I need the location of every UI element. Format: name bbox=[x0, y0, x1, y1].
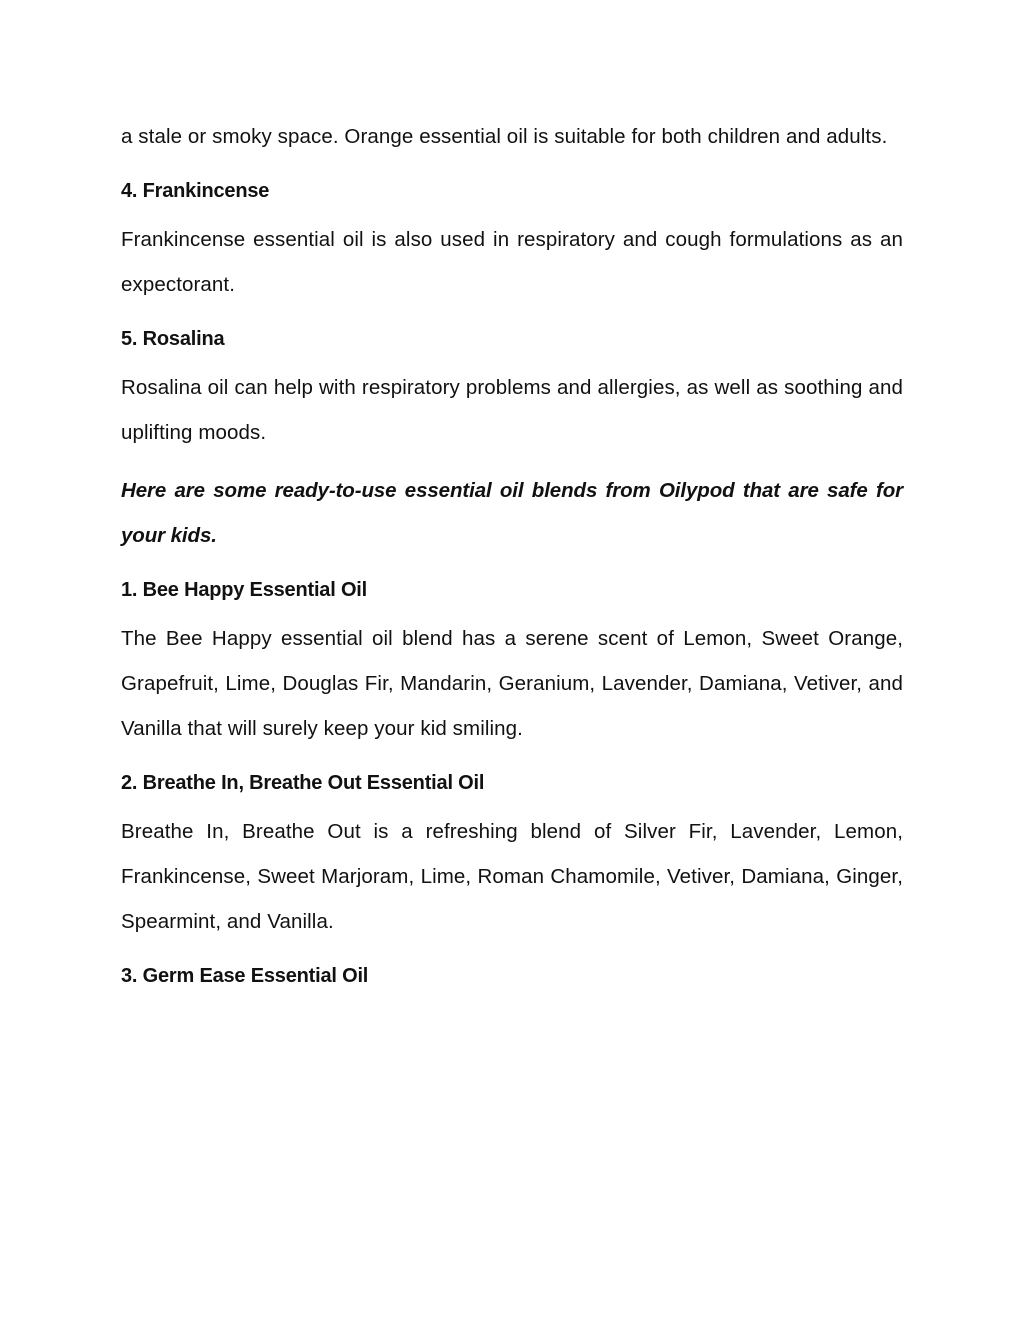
heading-rosalina: 5. Rosalina bbox=[121, 328, 225, 350]
paragraph-bee-happy: The Bee Happy essential oil blend has a serene scent of Lemon, Sweet Orange, Grapefruit, Lime, Douglas Fir, Mandarin, Geranium, Lavender, Damiana, Vetiver, and Vanilla that will surely keep your kid smiling. bbox=[121, 627, 903, 740]
heading-breathe-in-breathe-out: 2. Breathe In, Breathe Out Essential Oil bbox=[121, 772, 485, 794]
heading-bee-happy: 1. Bee Happy Essential Oil bbox=[121, 579, 368, 601]
heading-germ-ease: 3. Germ Ease Essential Oil bbox=[121, 965, 369, 987]
paragraph-breathe-in-breathe-out: Breathe In, Breathe Out is a refreshing blend of Silver Fir, Lavender, Lemon, Frankincense, Sweet Marjoram, Lime, Roman Chamomile, Vetiver, Damiana, Ginger, Spearmint, and Vanilla. bbox=[121, 820, 903, 933]
paragraph-rosalina: Rosalina oil can help with respiratory problems and allergies, as well as soothing and uplifting moods. bbox=[121, 376, 903, 444]
paragraph-orange-oil-continued: a stale or smoky space. Orange essential oil is suitable for both children and adults. bbox=[121, 125, 888, 148]
paragraph-frankincense: Frankincense essential oil is also used in respiratory and cough formulations as an expectorant. bbox=[121, 228, 903, 296]
document-page bbox=[121, 114, 903, 990]
callout-blends-intro: Here are some ready-to-use essential oil blends from Oilypod that are safe for your kids. bbox=[121, 479, 903, 547]
heading-frankincense: 4. Frankincense bbox=[121, 180, 270, 202]
